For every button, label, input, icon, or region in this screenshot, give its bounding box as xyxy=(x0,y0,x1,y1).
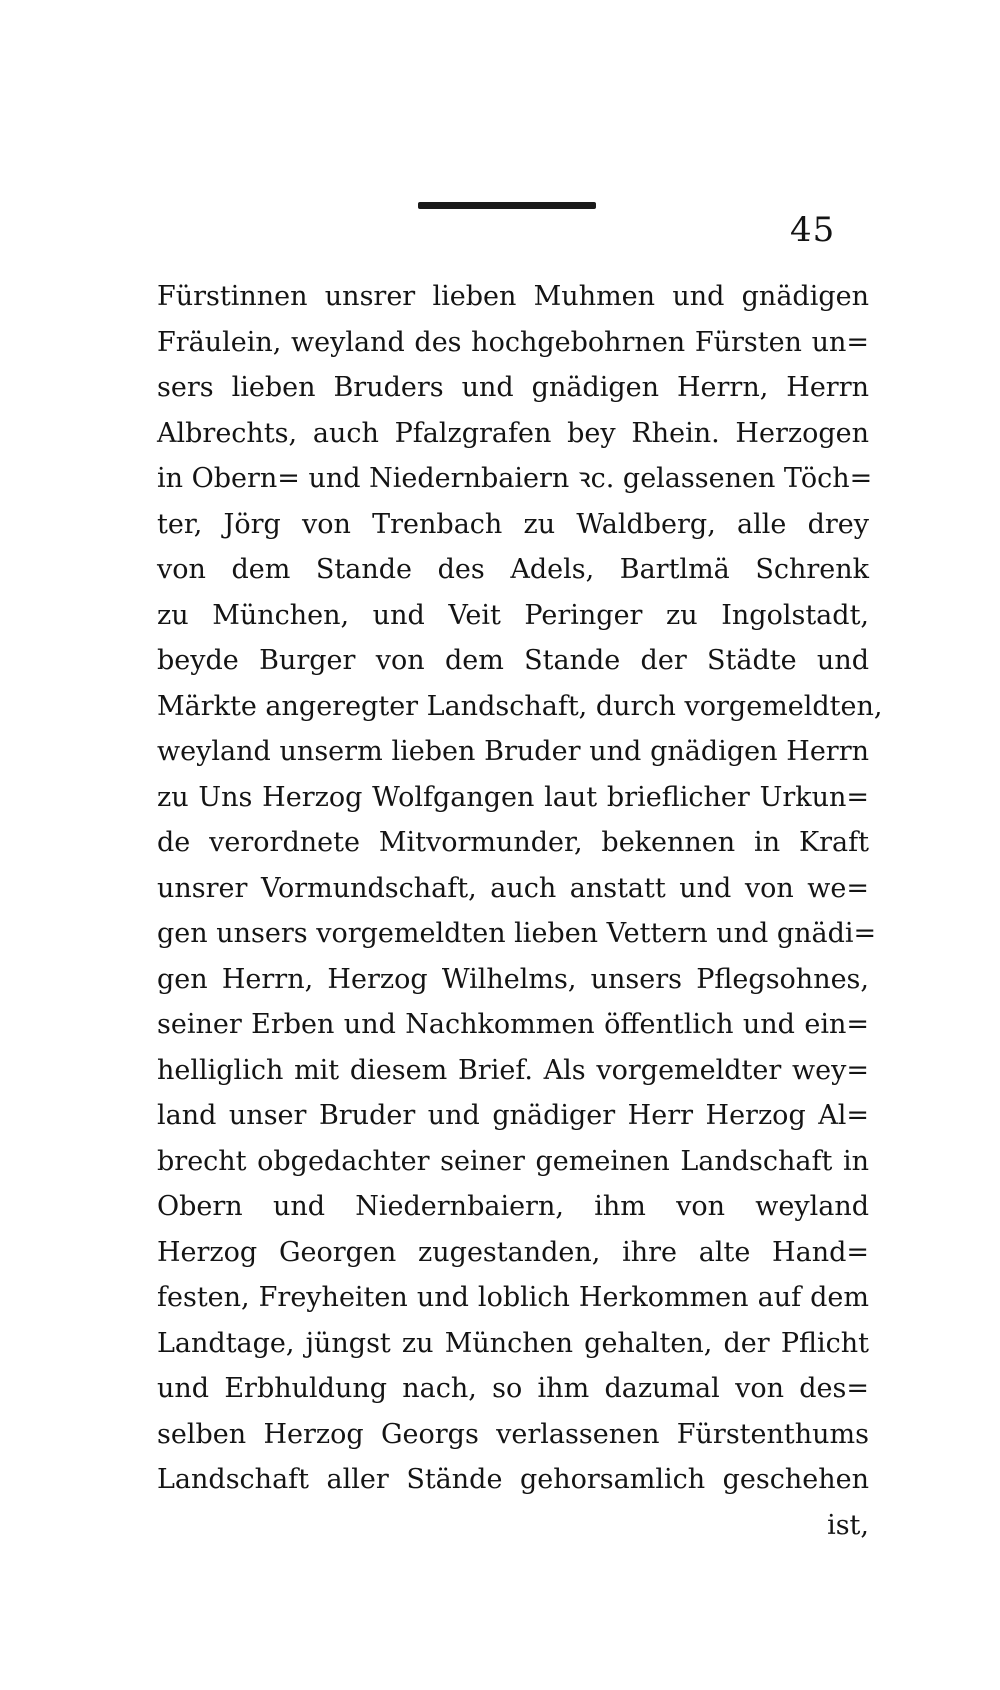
text-line: in Obern= und Niedernbaiern ꝛc. gelassenen Töch= xyxy=(157,463,873,494)
text-line: de verordnete Mitvormunder, bekennen in Kraft xyxy=(157,827,869,858)
text-line: Landschaft aller Stände gehorsamlich geschehen xyxy=(157,1464,869,1495)
text-line: selben Herzog Georgs verlassenen Fürstenthums xyxy=(157,1418,869,1450)
text-line: brecht obgedachter seiner gemeinen Landschaft in xyxy=(157,1145,869,1177)
text-line: Fräulein, weyland des hochgebohrnen Fürsten un= xyxy=(157,326,869,358)
text-line: gen unsers vorgemeldten lieben Vettern und gnädi= xyxy=(157,918,877,949)
text-line: Märkte angeregter Landschaft, durch vorgemeldten, xyxy=(157,690,883,722)
text-line: gen Herrn, Herzog Wilhelms, unsers Pflegsohnes, xyxy=(157,963,869,995)
text-line: sers lieben Bruders und gnädigen Herrn, Herrn xyxy=(157,372,869,403)
page-number: 45 xyxy=(790,210,836,250)
text-line-catchword: ist, xyxy=(827,1509,869,1541)
text-line: Fürstinnen unsrer lieben Muhmen und gnädigen xyxy=(157,281,869,312)
text-line: Herzog Georgen zugestanden, ihre alte Hand= xyxy=(157,1236,869,1268)
text-line: seiner Erben und Nachkommen öffentlich und ein= xyxy=(157,1009,869,1040)
header-rule xyxy=(418,202,596,209)
text-line: land unser Bruder und gnädiger Herr Herzog Al= xyxy=(157,1100,869,1131)
text-line: Obern und Niedernbaiern, ihm von weyland xyxy=(157,1191,869,1222)
text-line: Albrechts, auch Pfalzgrafen bey Rhein. Herzogen xyxy=(157,417,869,449)
text-line: beyde Burger von dem Stande der Städte und xyxy=(157,645,869,676)
text-line: zu München, und Veit Peringer zu Ingolstadt, xyxy=(157,599,869,631)
text-line: von dem Stande des Adels, Bartlmä Schrenk xyxy=(157,554,869,585)
text-line: ter, Jörg von Trenbach zu Waldberg, alle drey xyxy=(157,508,869,540)
text-line: unsrer Vormundschaft, auch anstatt und von we= xyxy=(157,872,869,904)
text-line: Landtage, jüngst zu München gehalten, der Pflicht xyxy=(157,1327,869,1359)
text-line: und Erbhuldung nach, so ihm dazumal von des= xyxy=(157,1373,869,1404)
body-text xyxy=(157,274,883,1548)
text-line: weyland unserm lieben Bruder und gnädigen Herrn xyxy=(157,736,869,767)
text-line: zu Uns Herzog Wolfgangen laut brieflicher Urkun= xyxy=(157,781,869,813)
text-line: helliglich mit diesem Brief. Als vorgemeldter wey= xyxy=(157,1054,869,1086)
text-line: festen, Freyheiten und loblich Herkommen auf dem xyxy=(157,1282,869,1313)
